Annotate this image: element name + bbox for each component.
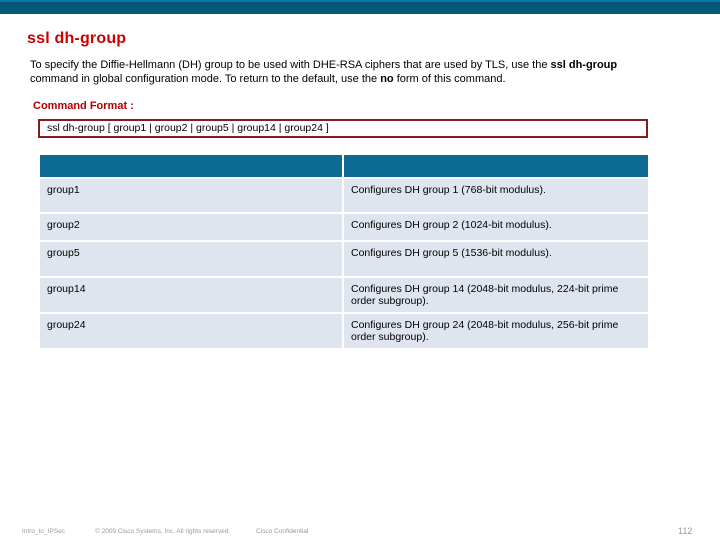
command-format-box: ssl dh-group [ group1 | group2 | group5 | group14 | group24 ] [38, 119, 648, 138]
footer-file-name: Intro_to_IPSec [22, 528, 65, 535]
page-number: 112 [678, 526, 693, 536]
parameter-table [38, 153, 650, 350]
param-cell: group1 [40, 179, 342, 212]
footer-confidential: Cisco Confidential [256, 528, 309, 535]
footer-copyright: © 2009 Cisco Systems, Inc. All rights reserved. [95, 528, 231, 535]
intro-text-2: command in global configuration mode. To return to the default, use the [30, 73, 381, 85]
desc-cell: Configures DH group 14 (2048-bit modulus, 224-bit prime order subgroup). [344, 278, 648, 312]
top-banner-accent [0, 0, 720, 2]
intro-text-1: To specify the Diffie-Hellmann (DH) group to be used with DHE-RSA ciphers that are used by TLS, use the [30, 59, 551, 71]
param-cell: group24 [40, 314, 342, 348]
desc-cell: Configures DH group 24 (2048-bit modulus, 256-bit prime order subgroup). [344, 314, 648, 348]
table-header-cell [40, 155, 342, 177]
command-format-label: Command Format : [33, 100, 134, 112]
top-banner [0, 0, 720, 14]
param-cell: group2 [40, 214, 342, 240]
desc-cell: Configures DH group 1 (768-bit modulus). [344, 179, 648, 212]
param-cell: group5 [40, 242, 342, 276]
param-cell: group14 [40, 278, 342, 312]
table-header-cell [344, 155, 648, 177]
table-row [40, 179, 648, 212]
intro-command: ssl dh-group [550, 59, 618, 71]
table-row [40, 278, 648, 312]
table-row [40, 314, 648, 348]
slide-title: ssl dh-group [27, 30, 127, 47]
intro-text-3: form of this command. [393, 73, 506, 85]
table-header-row [40, 155, 648, 177]
desc-cell: Configures DH group 2 (1024-bit modulus). [344, 214, 648, 240]
desc-cell: Configures DH group 5 (1536-bit modulus). [344, 242, 648, 276]
table-row [40, 214, 648, 240]
intro-no-keyword: no [380, 73, 394, 85]
table-row [40, 242, 648, 276]
intro-paragraph [30, 58, 642, 86]
